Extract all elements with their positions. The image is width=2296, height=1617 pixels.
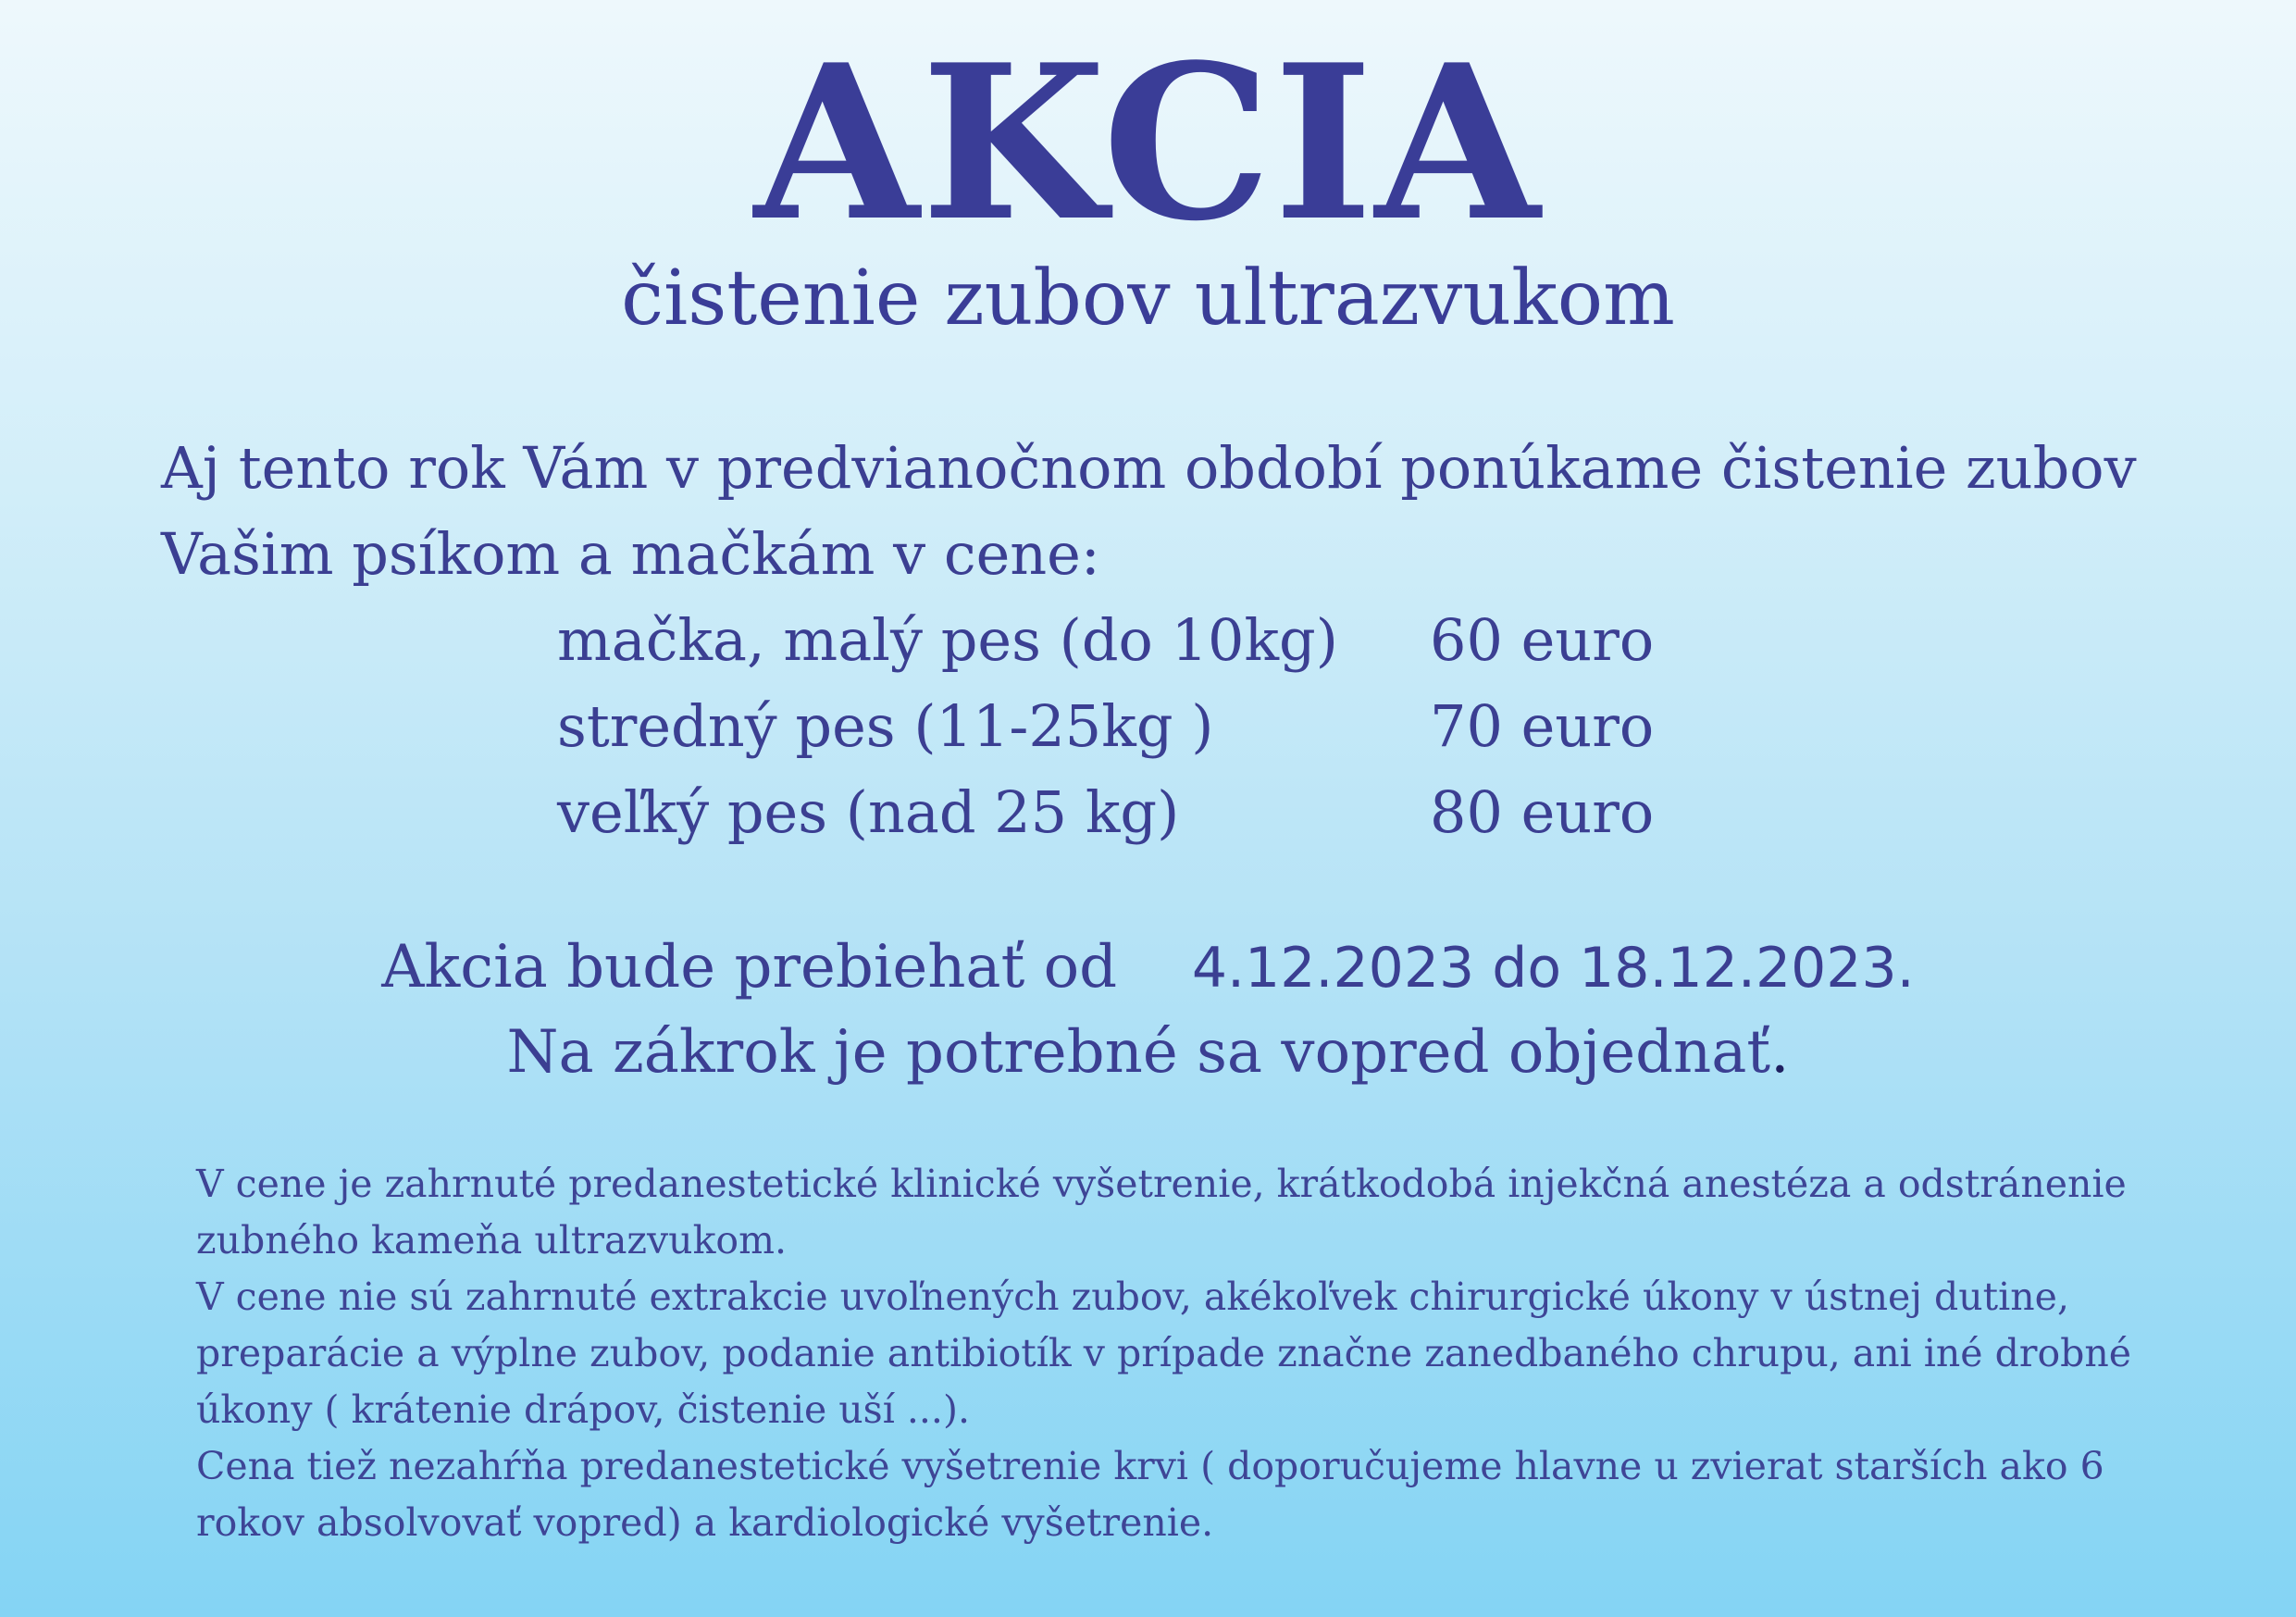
note-line: úkony ( krátenie drápov, čistenie uší ...). xyxy=(196,1387,970,1432)
booking-line xyxy=(0,1020,2296,1085)
intro-line-2: Vašim psíkom a mačkám v cene: xyxy=(161,520,1100,588)
schedule-prefix: Akcia bude prebiehať od xyxy=(381,933,1118,1001)
note-line: rokov absolvovať vopred) a kardiologické vyšetrenie. xyxy=(196,1500,1214,1545)
price-label-medium: stredný pes (11-25kg ) xyxy=(557,692,1214,760)
schedule-line xyxy=(0,935,2296,1000)
price-value-medium: 70 euro xyxy=(1430,692,1655,760)
price-value-small: 60 euro xyxy=(1430,606,1655,674)
note-line: V cene je zahrnuté predanestetické klinické vyšetrenie, krátkodobá injekčná anestéza a odstránenie xyxy=(196,1162,2127,1206)
price-label-small: mačka, malý pes (do 10kg) xyxy=(557,606,1338,674)
note-line: V cene nie sú zahrnuté extrakcie uvoľnených zubov, akékoľvek chirurgické úkony v ústnej dutine, xyxy=(196,1275,2069,1319)
booking-end-dot: . xyxy=(1770,1018,1790,1087)
page-subtitle: čistenie zubov ultrazvukom xyxy=(621,255,1675,342)
schedule-dates: 4.12.2023 do 18.12.2023. xyxy=(1191,936,1915,1001)
price-label-large: veľký pes (nad 25 kg) xyxy=(557,778,1180,846)
note-line: preparácie a výplne zubov, podanie antibiotík v prípade značne zanedbaného chrupu, ani iné drobné xyxy=(196,1331,2132,1375)
booking-text: Na zákrok je potrebné sa vopred objednať xyxy=(506,1018,1771,1087)
note-line: zubného kameňa ultrazvukom. xyxy=(196,1218,788,1263)
note-line: Cena tiež nezahŕňa predanestetické vyšetrenie krvi ( doporučujeme hlavne u zvierat starších ako 6 xyxy=(196,1444,2104,1488)
intro-line-1: Aj tento rok Vám v predvianočnom období ponúkame čistenie zubov xyxy=(161,434,2137,502)
page-title: AKCIA xyxy=(753,19,1543,268)
price-value-large: 80 euro xyxy=(1430,778,1655,846)
